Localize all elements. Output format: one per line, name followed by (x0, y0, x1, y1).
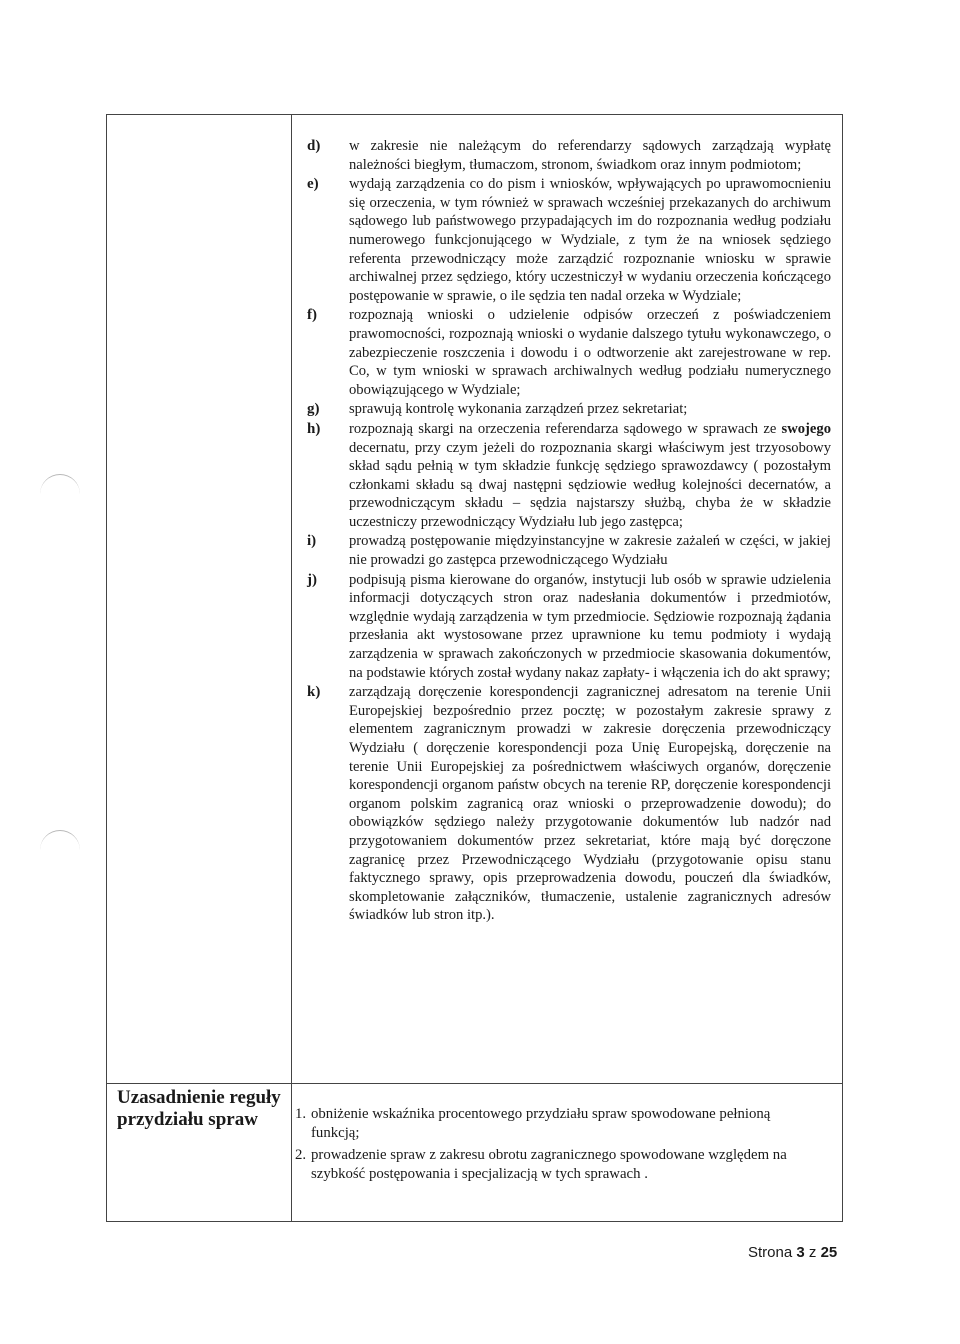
point-text: obniżenie wskaźnika procentowego przydziału spraw spowodowane pełnioną funkcją; (311, 1106, 771, 1141)
item-text-post: decernatu, przy czym jeżeli do rozpoznania skargi właściwym jest trzyosobowy skład sądu pełnią w tym składzie funkcję sędziego sprawozdawcy ( pozostałym członkami składu są dwaj następni sędziowie według kolejności decernatów, a przewodniczącym składu – sędzia najstarszy służbą, chyba że w składzie uczestniczy przewodniczący Wydziału lub jego zastępca; (349, 439, 831, 530)
item-marker: e) (307, 176, 319, 193)
item-text: wydają zarządzenia co do pism i wniosków, wpływających po uprawomocnieniu się orzeczenia, w tym również w sprawach wcześniej przekazanych do archiwum sądowego lub państwowego przypadających im do rozpoznania według podziału numerowego funkcjonującego w Wydziale, z tym że na wniosek sędziego referenta przewodniczący może zarządzić rozpoznanie wniosku w sprawie archiwalnej przez sędziego, który uczestniczył w wydaniu orzeczenia kończącego postępowanie w sprawie, o ile sędzia ten nadal orzeka w Wydziale; (349, 176, 831, 304)
item-marker: f) (307, 307, 317, 324)
item-marker: g) (307, 401, 320, 418)
scan-artifact (40, 474, 80, 505)
list-item (307, 571, 831, 683)
item-marker: d) (307, 138, 321, 154)
duties-list (307, 137, 831, 926)
item-marker: i) (307, 533, 317, 550)
justification-point (295, 1146, 795, 1184)
page-current: 3 (796, 1244, 805, 1261)
list-item (307, 420, 831, 532)
list-item (307, 137, 831, 174)
item-text: podpisują pisma kierowane do organów, instytucji lub osób w sprawie udzielenia informacji dotyczących stron oraz nadesłania dokumentów i przedmiotów, względnie wydają zarządzenia w tym przedmiocie. Sędziowie rozpoznają żądania przesłania akt wystosowane przez uprawnione ku temu podmioty i wydają zarządzenia w sprawach zakończonych w przedmiocie skasowania dokumentów, na podstawie których został wydany nakaz zapłaty- i włączenia ich do akt sprawy; (349, 571, 831, 681)
point-number: 1. (295, 1106, 307, 1122)
justification-list (295, 1105, 795, 1187)
item-text: prowadzą postępowanie międzyinstancyjne w zakresie zażaleń w części, w jakiej nie prowadzi go zastępca przewodniczącego Wydziału (349, 533, 831, 569)
justification-label: Uzasadnienie reguły przydziału spraw (117, 1087, 281, 1130)
justification-point (295, 1105, 795, 1143)
page-sep: z (804, 1244, 821, 1261)
item-marker: h) (307, 420, 321, 437)
list-item (307, 306, 831, 399)
page-prefix: Strona (748, 1244, 797, 1261)
item-text: w zakresie nie należącym do referendarzy sądowych zarządzają wypłatę należności biegłym, tłumaczom, stronom, świadkom oraz innym podmiotom; (349, 138, 831, 173)
column-divider (291, 115, 292, 1221)
item-text-pre: rozpoznają skargi na orzeczenia referendarza sądowego w sprawach ze (349, 420, 782, 437)
list-item (307, 175, 831, 305)
page-number (748, 1244, 837, 1261)
point-number: 2. (295, 1147, 307, 1163)
item-text: zarządzają doręczenie korespondencji zagranicznej adresatom na terenie Unii Europejskiej bezpośrednio przez pocztę; w pozostałym zakresie sprawy z elementem zagranicznym prowadzi w zakresie doręczenia przewodniczący Wydziału ( doręczenie korespondencji poza Unię Europejską, doręczenie na terenie Unii Europejskiej za pośrednictwem właściwych organów, doręczenie korespondencji organom państw obcych na terenie RP, doręczenie korespondencji organom polskim zagranicą oraz wnioski o przeprowadzenie dowodu); do obowiązków sędziego należy przygotowanie dokumentów lub nadzór nad przygotowaniem dokumentów przez sekretariat, które mają być doręczone zagranicę przez Przewodniczącego Wydziału (przygotowanie opisu stanu faktycznego sprawy, opis przeprowadzenia dowodu, pouczeń dla świadków, skompletowanie załączników, tłumaczenie, ustalenie zagranicznych adresów świadków lub stron itp.). (349, 684, 831, 924)
list-item (307, 400, 831, 419)
page-total: 25 (820, 1244, 838, 1261)
list-item (307, 683, 831, 925)
point-text: prowadzenie spraw z zakresu obrotu zagranicznego spowodowane względem na szybkość postępowania i specjalizacją w tych sprawach . (311, 1147, 787, 1182)
item-marker: j) (307, 571, 317, 588)
item-marker: k) (307, 684, 321, 701)
rules-table (106, 114, 843, 1222)
scan-artifact (40, 830, 80, 861)
row-divider (107, 1083, 842, 1084)
item-text: rozpoznają wnioski o udzielenie odpisów orzeczeń z poświadczeniem prawomocności, rozpoznają wnioski o wydanie dalszego tytułu wykonawczego, o zabezpieczenie roszczenia i dowodu i o odtworzenie akt zarejestrowane w rep. Co, w tym wnioski w sprawach archiwalnych według podziału numerycznego obowiązującego w Wydziale; (349, 307, 831, 398)
list-item (307, 532, 831, 569)
item-text-bold: swojego (781, 420, 831, 437)
item-text: sprawują kontrolę wykonania zarządzeń przez sekretariat; (349, 401, 688, 418)
